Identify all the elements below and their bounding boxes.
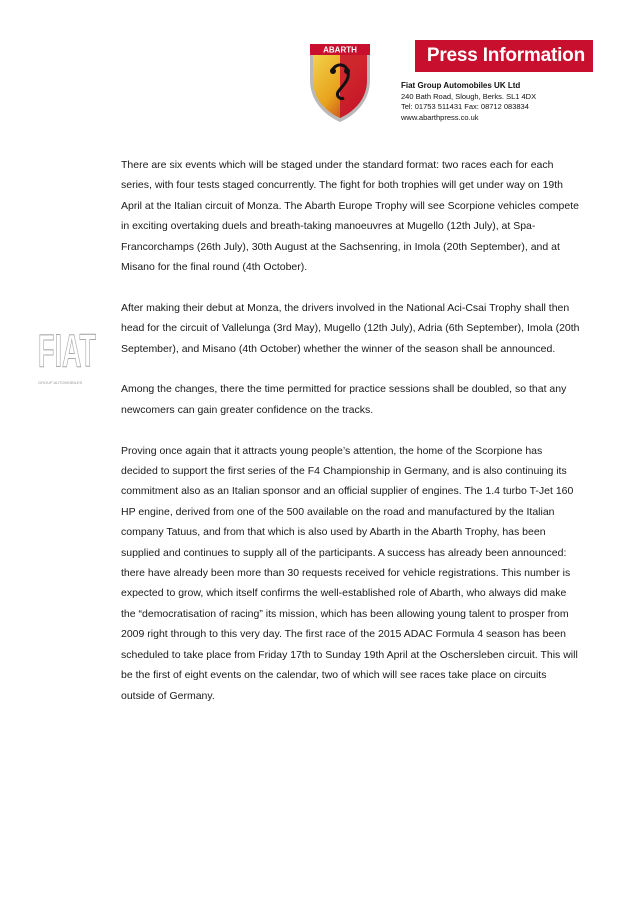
phone-fax: Tel: 01753 511431 Fax: 08712 083834 bbox=[401, 102, 529, 111]
paragraph-4: Proving once again that it attracts young people’s attention, the home of the Scorpione has decided to support the first series of the F4 Championship in Germany, and is also continuing its commitment also as an Italian sponsor and an official supplier of engines. The 1.4 turbo T-Jet 160 HP engine, derived from one of the 500 available on the road and manufactured by the Italian company Tatuus, and from that which is also used by Abarth in the Abarth Trophy, has been supplied and continues to supply all of the participants. A success has already been announced: there have already been more than 30 requests received for vehicle registrations. This number is expected to grow, which itself confirms the well-established role of Abarth, who always did make the “democratisation of racing” its mission, which has been allowing young talent to prosper from 2009 right through to this very day. The first race of the 2015 ADAC Formula 4 season has been scheduled to take place from Friday 17th to Sunday 19th April at the Oschersleben circuit. This will be the first of eight events on the calendar, two of which will see races take place on circuits outside of Germany. bbox=[121, 444, 578, 702]
fiat-group-logo bbox=[38, 316, 96, 386]
paragraph-3: Among the changes, there the time permitted for practice sessions shall be doubled, so that any newcomers can gain greater confidence on the tracks. bbox=[121, 383, 567, 416]
website-link[interactable]: www.abarthpress.co.uk bbox=[401, 112, 479, 122]
article-body bbox=[121, 155, 581, 726]
contact-block bbox=[401, 81, 601, 123]
paragraph-2: After making their debut at Monza, the drivers involved in the National Aci-Csai Trophy shall then head for the circuit of Vallelunga (3rd May), Mugello (12th July), Adria (6th September), Imola (20th September), and Misano (4th October) whether the winner of the season shall be announced. bbox=[121, 301, 580, 355]
company-name: Fiat Group Automobiles UK Ltd bbox=[401, 81, 521, 90]
paragraph-1: There are six events which will be staged under the standard format: two races each for each series, with four tests staged concurrently. The fight for both trophies will get under way on 19th April at the Italian circuit of Monza. The Abarth Europe Trophy will see Scorpione vehicles compete in exciting overtaking duels and breath-taking manoeuvres at Mugello (12th July), at Spa-Francorchamps (26th July), 30th August at the Sachsenring, in Imola (20th September), and at Misano for the final round (4th October). bbox=[121, 159, 579, 274]
fiat-logo-text: FIAT bbox=[38, 325, 96, 378]
press-information-banner: Press Information bbox=[415, 40, 593, 72]
address: 240 Bath Road, Slough, Berks. SL1 4DX bbox=[401, 91, 537, 101]
abarth-logo bbox=[302, 40, 378, 124]
abarth-logo-text: ABARTH bbox=[323, 45, 357, 55]
fiat-logo-subtext: GROUP AUTOMOBILES bbox=[38, 380, 83, 385]
